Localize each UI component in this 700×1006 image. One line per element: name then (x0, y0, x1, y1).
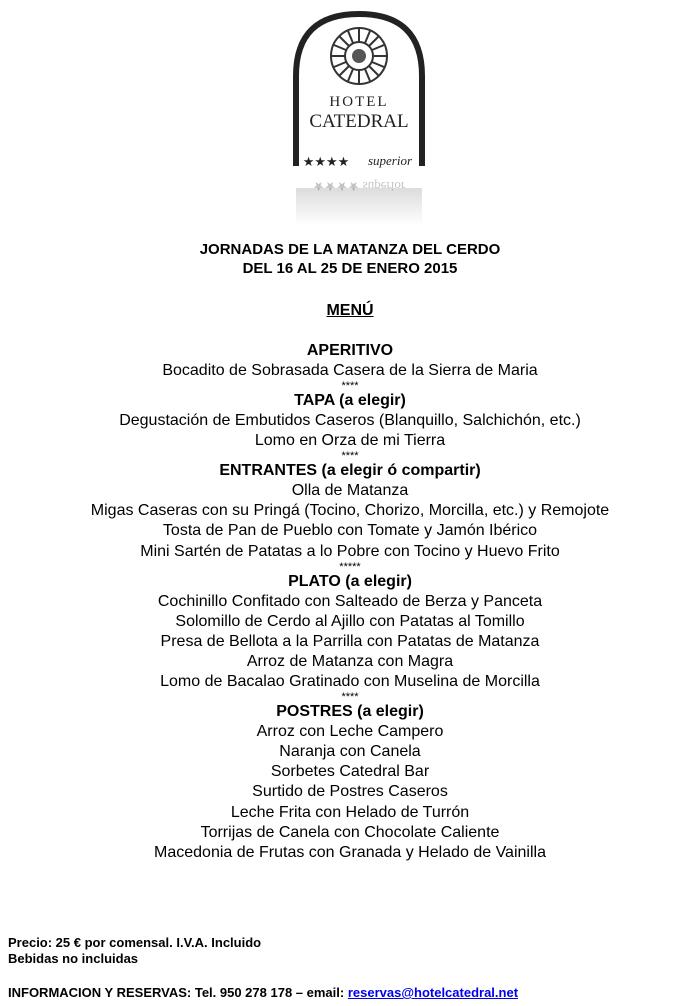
menu-item: Leche Frita con Helado de Turrón (230, 803, 470, 821)
menu-item: Arroz con Leche Campero (256, 723, 444, 741)
section-separator: **** (341, 450, 359, 463)
email-link[interactable]: reservas@hotelcatedral.net (347, 985, 519, 1000)
menu-item: Bocadito de Sobrasada Casera de la Sierra de Maria (162, 362, 538, 379)
section-heading: TAPA (a elegir) (294, 392, 406, 410)
menu-item: Solomillo de Cerdo al Ajillo con Patatas al Tomillo (175, 612, 525, 630)
logo-line2: CATEDRAL (309, 111, 409, 132)
logo-stars: ★★★★ (302, 154, 350, 169)
menu-item: Arroz de Matanza con Magra (246, 652, 454, 670)
menu-item: Cochinillo Confitado con Salteado de Berza y Panceta (157, 592, 543, 610)
price-info (8, 935, 261, 967)
logo-superior: superior (367, 153, 413, 168)
contact-prefix: INFORMACION Y RESERVAS: Tel. 950 278 178 – email: (8, 985, 348, 1000)
sun-icon (331, 28, 387, 84)
menu-item: Mini Sartén de Patatas a lo Pobre con Tocino y Huevo Frito (140, 542, 560, 560)
menu-title: MENÚ (326, 302, 374, 319)
svg-text:★★★★ superior: ★★★★ superior (312, 179, 406, 194)
contact-line (8, 985, 518, 1001)
menu-item: Lomo de Bacalao Gratinado con Muselina de Morcilla (160, 673, 540, 691)
drinks-line: Bebidas no incluidas (8, 951, 139, 966)
section-separator: ***** (339, 560, 361, 573)
menu-item: Surtido de Postres Caseros (252, 783, 448, 801)
price-line: Precio: 25 € por comensal. I.V.A. Incluido (8, 935, 262, 950)
section-heading: ENTRANTES (a elegir ó compartir) (219, 462, 481, 480)
section-heading: APERITIVO (306, 342, 394, 359)
menu-item: Tosta de Pan de Pueblo con Tomate y Jamón Ibérico (162, 522, 538, 540)
menu-item: Presa de Bellota a la Parrilla con Patatas de Matanza (160, 632, 540, 650)
menu-item: Migas Caseras con su Pringá (Tocino, Chorizo, Morcilla, etc.) y Remojote (90, 502, 610, 520)
section-heading: PLATO (a elegir) (288, 572, 412, 590)
section-heading: POSTRES (a elegir) (276, 703, 424, 721)
menu-item: Torrijas de Canela con Chocolate Caliente (200, 823, 500, 841)
event-title (0, 240, 700, 278)
menu-item: Olla de Matanza (291, 482, 409, 500)
section-separator: **** (341, 691, 359, 704)
menu-item: Naranja con Canela (279, 743, 421, 761)
section-separator: **** (341, 380, 359, 393)
menu-item: Lomo en Orza de mi Tierra (254, 432, 446, 450)
logo-line1: HOTEL (329, 94, 389, 110)
menu-item: Degustación de Embutidos Caseros (Blanquillo, Salchichón, etc.) (119, 412, 581, 430)
menu-item: Sorbetes Catedral Bar (270, 763, 430, 781)
event-title-line2: DEL 16 AL 25 DE ENERO 2015 (242, 260, 458, 277)
menu-item: Macedonia de Frutas con Granada y Helado de Vainilla (154, 843, 546, 861)
menu-body (0, 341, 700, 863)
event-title-line1: JORNADAS DE LA MATANZA DEL CERDO (199, 241, 501, 258)
hotel-logo (286, 6, 432, 228)
